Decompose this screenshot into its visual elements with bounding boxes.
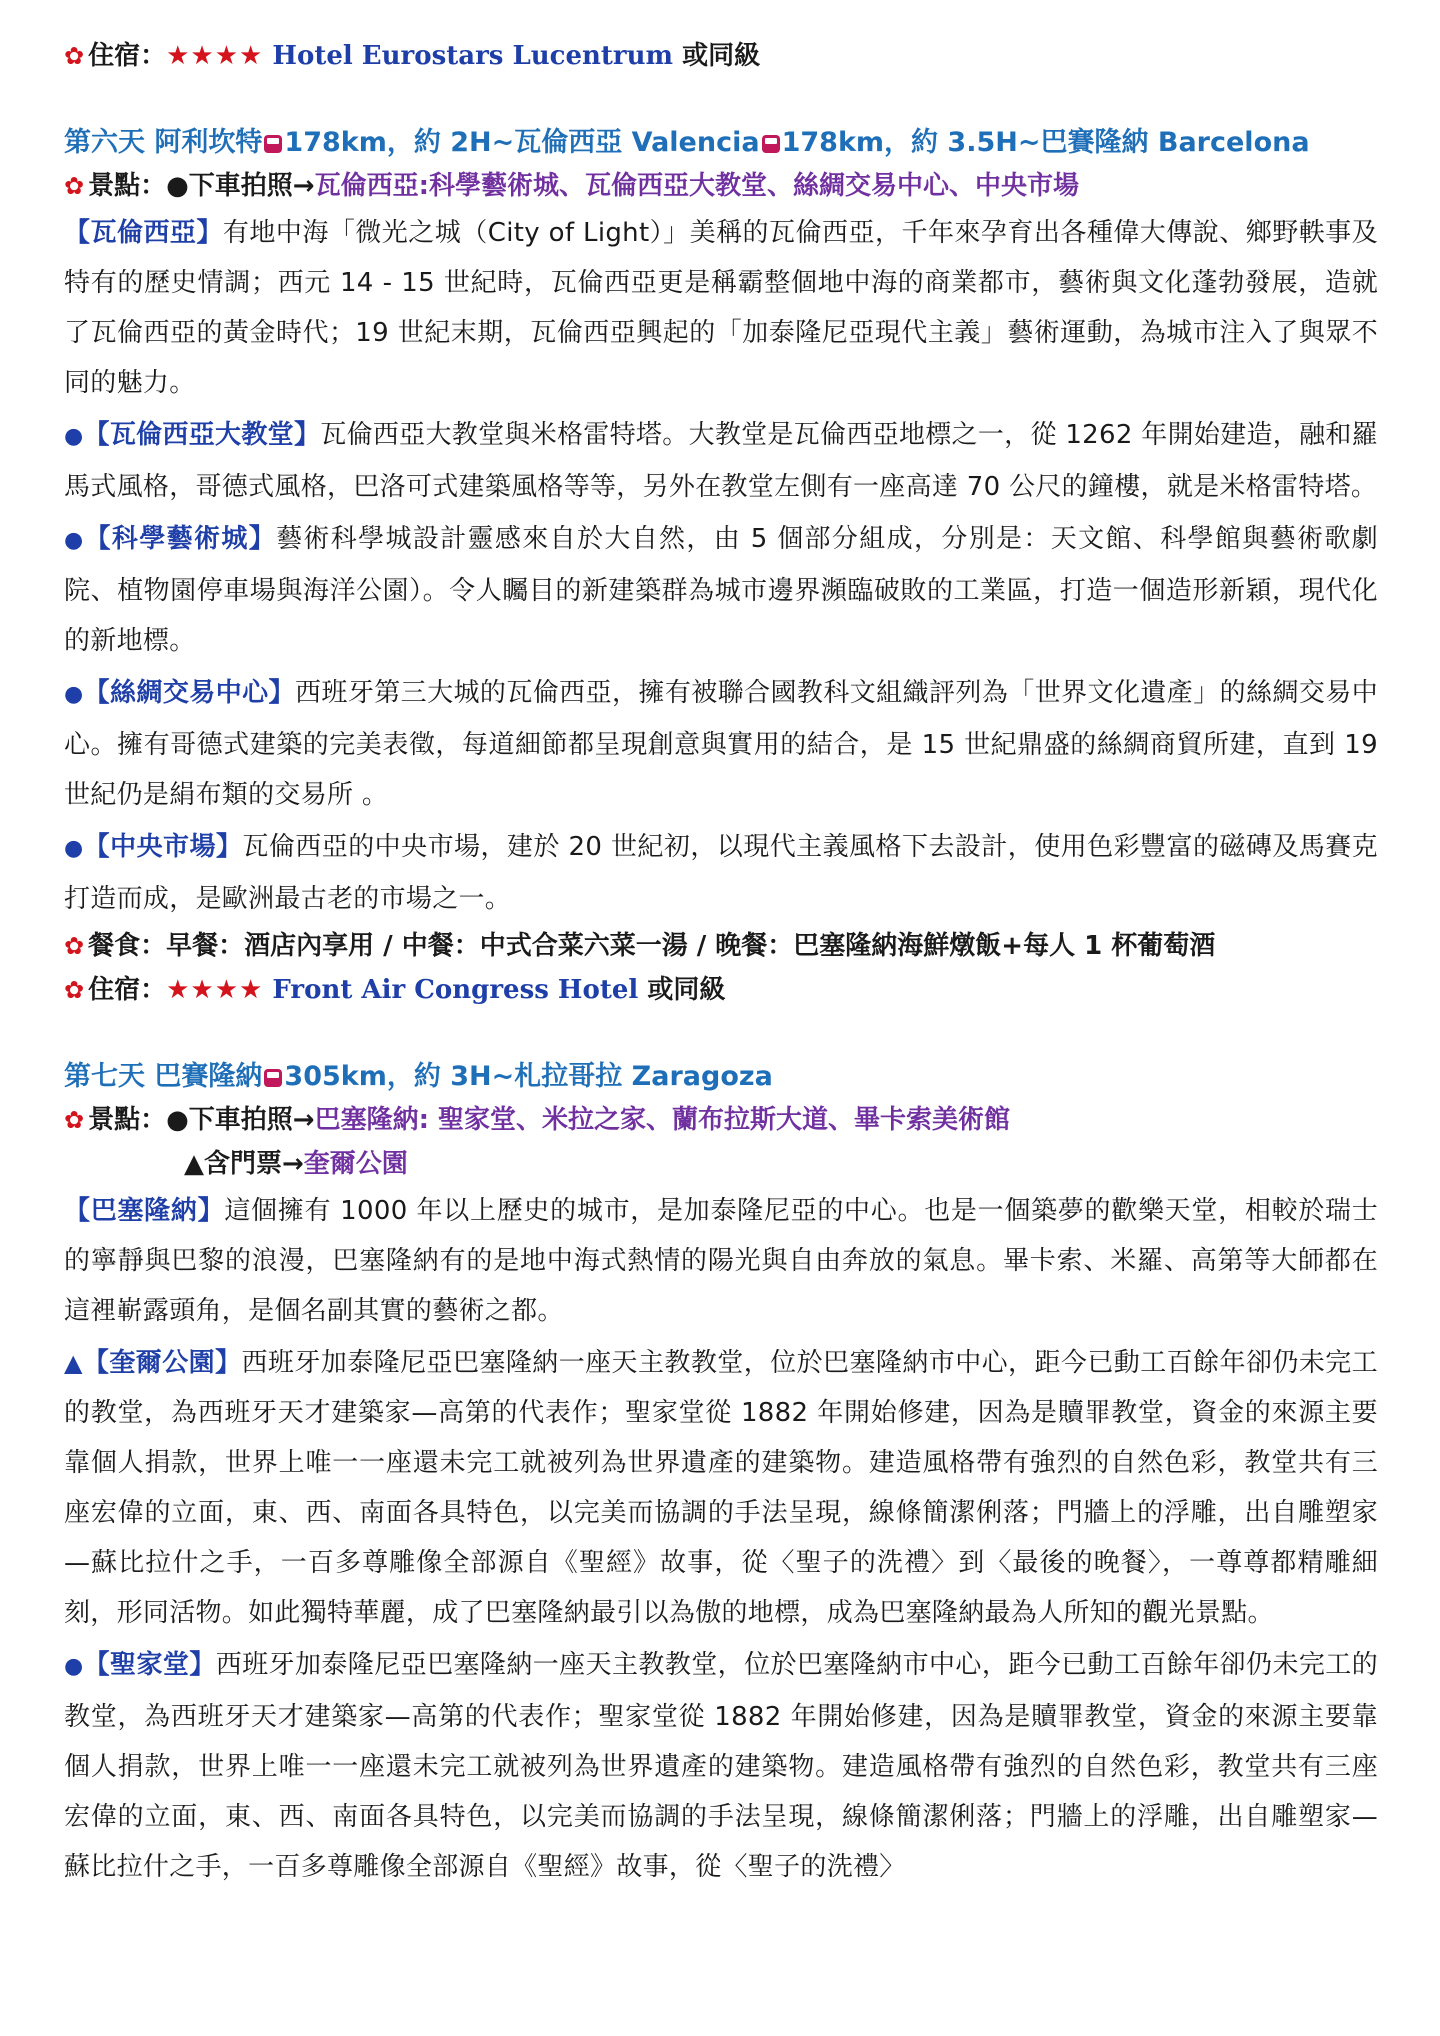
item-tag: 【科學藝術城】 — [84, 524, 277, 554]
sight-label: 景點：●下車拍照→ — [88, 1105, 315, 1135]
bullet-icon: ● — [64, 1654, 84, 1679]
day6-head-b: 178km，約 2H~瓦倫西亞 Valencia — [284, 127, 760, 158]
bus-icon — [264, 1069, 282, 1087]
hotel-name: Front Air Congress Hotel — [272, 975, 639, 1005]
day6-item-cathedral — [64, 410, 1378, 512]
bus-icon — [762, 135, 780, 153]
flower-icon: ✿ — [64, 1106, 85, 1134]
day7-intro — [64, 1186, 1378, 1336]
item-text: 藝術科學城設計靈感來自於大自然，由 5 個部分組成，分別是：天文館、科學館與藝術歌劇院、植物園停車場與海洋公園）。令人矚目的新建築群為城市邊界瀕臨破敗的工業區，打造一個造形新穎，現代化的新地標。 — [64, 524, 1378, 656]
day7-sights-line — [64, 1098, 1378, 1142]
item-text: 西班牙加泰隆尼亞巴塞隆納一座天主教教堂，位於巴塞隆納市中心，距今已動工百餘年卻仍未完工的教堂，為西班牙天才建築家—高第的代表作；聖家堂從 1882 年開始修建，因為是贖罪教堂，資金的來源主要靠個人捐款，世界上唯一一座還未完工就被列為世界遺產的建築物。建造風格帶有強烈的自然色彩，教堂共有三座宏偉的立面，東、西、南面各具特色，以完美而協調的手法呈現，線條簡潔俐落；門牆上的浮雕，出自雕塑家—蘇比拉什之手，一百多尊雕像全部源自《聖經》故事，從〈聖子的洗禮〉到〈最後的晚餐〉，一尊尊都精雕細刻，形同活物。如此獨特華麗，成了巴塞隆納最引以為傲的地標，成為巴塞隆納最為人所知的觀光景點。 — [64, 1348, 1378, 1628]
day7-head-b: 305km，約 3H~札拉哥拉 Zaragoza — [284, 1061, 773, 1092]
day6-item-central-market — [64, 822, 1378, 924]
ticket-label: ▲含門票→ — [184, 1149, 304, 1179]
day7-item-park-guell — [64, 1338, 1378, 1638]
day6-lodging-line — [64, 968, 1378, 1012]
flower-icon: ✿ — [64, 42, 85, 70]
item-tag: 【瓦倫西亞大教堂】 — [83, 420, 321, 450]
item-tag: 【絲綢交易中心】 — [83, 678, 295, 708]
flower-icon: ✿ — [64, 172, 85, 200]
stars-rating: ★★★★ — [166, 975, 264, 1005]
item-text: 瓦倫西亞的中央市場，建於 20 世紀初，以現代主義風格下去設計，使用色彩豐富的磁磚及馬賽克打造而成，是歐洲最古老的市場之一。 — [64, 832, 1378, 914]
bullet-icon: ● — [64, 836, 84, 861]
day7-item-sagrada-familia — [64, 1640, 1378, 1892]
hotel-suffix: 或同級 — [647, 975, 726, 1005]
item-tag: 【中央市場】 — [83, 832, 243, 862]
day7-head-a: 第七天 巴賽隆納 — [64, 1061, 263, 1092]
item-text: 西班牙加泰隆尼亞巴塞隆納一座天主教教堂，位於巴塞隆納市中心，距今已動工百餘年卻仍未完工的教堂，為西班牙天才建築家—高第的代表作；聖家堂從 1882 年開始修建，因為是贖罪教堂，資金的來源主要靠個人捐款，世界上唯一一座還未完工就被列為世界遺產的建築物。建造風格帶有強烈的自然色彩，教堂共有三座宏偉的立面，東、西、南面各具特色，以完美而協調的手法呈現，線條簡潔俐落；門牆上的浮雕，出自雕塑家—蘇比拉什之手，一百多尊雕像全部源自《聖經》故事，從〈聖子的洗禮〉 — [64, 1650, 1378, 1882]
stars-rating: ★★★★ — [166, 41, 264, 71]
day6-sights-line — [64, 164, 1378, 208]
item-tag: 【聖家堂】 — [83, 1650, 216, 1680]
item-tag: 【奎爾公園】 — [82, 1348, 242, 1378]
item-text: 西班牙第三大城的瓦倫西亞，擁有被聯合國教科文組織評列為「世界文化遺產」的絲綢交易中心。擁有哥德式建築的完美表徵，每道細節都呈現創意與實用的結合，是 15 世紀鼎盛的絲綢商貿所建，直到 19 世紀仍是絹布類的交易所 。 — [64, 678, 1379, 810]
lodging-line-day5 — [64, 34, 1378, 78]
lodging-label: 住宿： — [88, 41, 167, 71]
sight-list: 巴塞隆納: 聖家堂、米拉之家、蘭布拉斯大道、畢卡索美術館 — [314, 1105, 1011, 1135]
flower-icon: ✿ — [64, 976, 85, 1004]
bullet-icon: ● — [64, 682, 84, 707]
day6-meal-line — [64, 924, 1378, 968]
flower-icon: ✿ — [64, 932, 85, 960]
hotel-suffix: 或同級 — [682, 41, 761, 71]
day6-item-science-city — [64, 514, 1378, 666]
day7-ticket-line — [64, 1142, 1378, 1186]
day6-head-c: 178km，約 3.5H~巴賽隆納 Barcelona — [781, 127, 1310, 158]
day6-intro — [64, 208, 1378, 408]
intro-text: 有地中海「微光之城（City of Light）」美稱的瓦倫西亞，千年來孕育出各種偉大傳說、鄉野軼事及特有的歷史情調；西元 14 - 15 世紀時，瓦倫西亞更是稱霸整個地中海的商業都市，藝術與文化蓬勃發展，造就了瓦倫西亞的黃金時代；19 世紀末期，瓦倫西亞興起的「加泰隆尼亞現代主義」藝術運動，為城市注入了與眾不同的魅力。 — [64, 218, 1378, 398]
intro-tag: 【瓦倫西亞】 — [64, 218, 223, 248]
day6-heading — [64, 122, 1378, 164]
day6-head-a: 第六天 阿利坎特 — [64, 127, 263, 158]
intro-tag: 【巴塞隆納】 — [64, 1196, 225, 1226]
intro-text: 這個擁有 1000 年以上歷史的城市，是加泰隆尼亞的中心。也是一個築夢的歡樂天堂，相較於瑞士的寧靜與巴黎的浪漫，巴塞隆納有的是地中海式熱情的陽光與自由奔放的氣息。畢卡索、米羅、高第等大師都在這裡嶄露頭角，是個名副其實的藝術之都。 — [64, 1196, 1379, 1326]
item-text: 瓦倫西亞大教堂與米格雷特塔。大教堂是瓦倫西亞地標之一，從 1262 年開始建造，融和羅馬式風格，哥德式風格，巴洛可式建築風格等等，另外在教堂左側有一座高達 70 公尺的鐘樓，就是米格雷特塔。 — [64, 420, 1379, 502]
triangle-icon: ▲ — [64, 1349, 83, 1377]
ticket-list: 奎爾公園 — [303, 1149, 408, 1179]
sight-label: 景點：●下車拍照→ — [88, 171, 315, 201]
bullet-icon: ● — [64, 528, 85, 553]
sight-list: 瓦倫西亞:科學藝術城、瓦倫西亞大教堂、絲綢交易中心、中央市場 — [314, 171, 1079, 201]
bullet-icon: ● — [64, 424, 84, 449]
hotel-name: Hotel Eurostars Lucentrum — [272, 41, 674, 71]
day6-item-silk-exchange — [64, 668, 1378, 820]
meal-text: 餐食：早餐：酒店內享用 / 中餐：中式合菜六菜一湯 / 晚餐：巴塞隆納海鮮燉飯+每人 1 杯葡萄酒 — [88, 931, 1216, 961]
day7-heading — [64, 1056, 1378, 1098]
lodging-label: 住宿： — [88, 975, 167, 1005]
bus-icon — [264, 135, 282, 153]
